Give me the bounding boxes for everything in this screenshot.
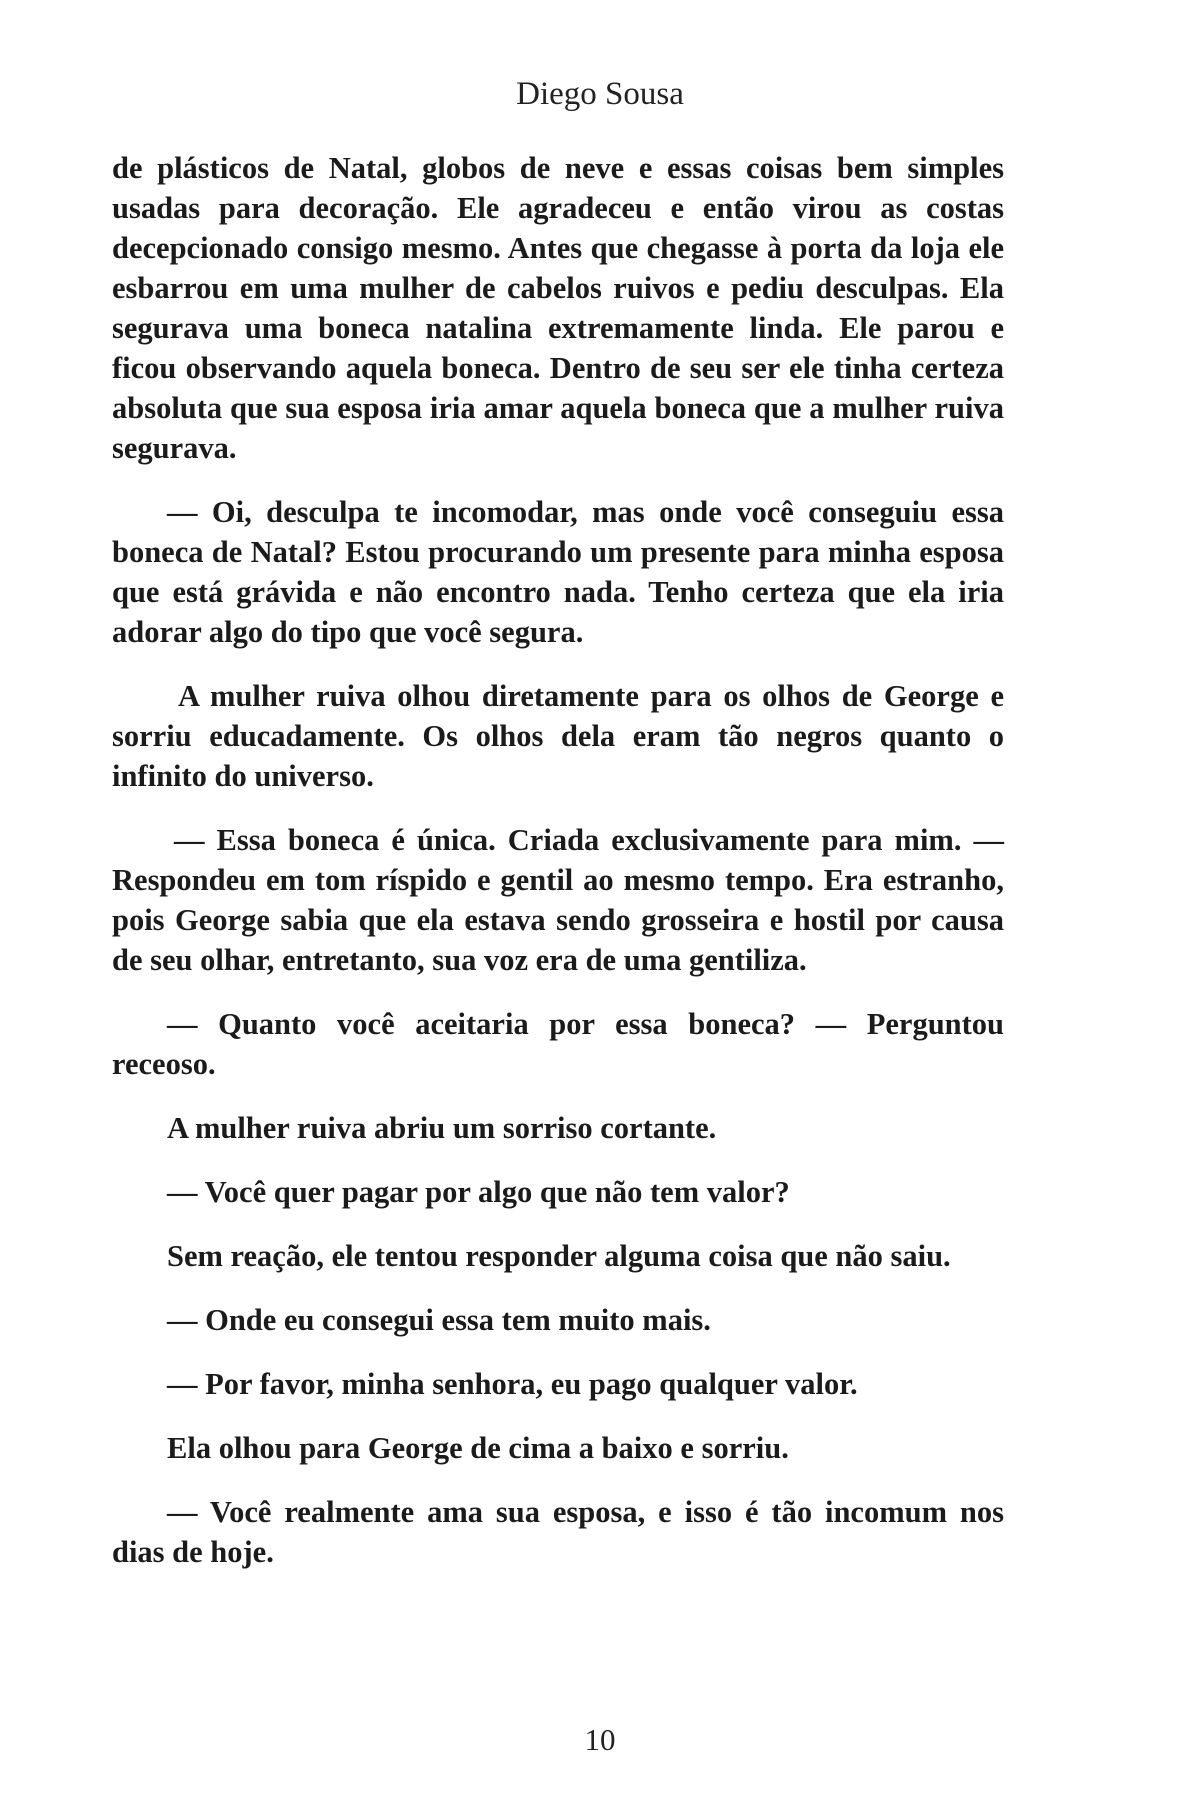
running-header-author: Diego Sousa [516, 76, 684, 112]
paragraph-5: — Quanto você aceitaria por essa boneca? — Perguntou receoso. [112, 1007, 1004, 1081]
paragraph-7: — Você quer pagar por algo que não tem valor? [167, 1175, 790, 1209]
paragraph-12: — Você realmente ama sua esposa, e isso é tão incomum nos dias de hoje. [112, 1495, 1004, 1569]
paragraph-6: A mulher ruiva abriu um sorriso cortante. [167, 1111, 717, 1145]
paragraph-4: — Essa boneca é única. Criada exclusivamente para mim. — Respondeu em tom ríspido e gentil ao mesmo tempo. Era estranho, pois George sabia que ela estava sendo grosseira e hostil por causa de seu olhar, entretanto, sua voz era de uma gentiliza. [112, 823, 1004, 977]
paragraph-11: Ela olhou para George de cima a baixo e sorriu. [167, 1431, 789, 1465]
paragraph-10: — Por favor, minha senhora, eu pago qualquer valor. [167, 1367, 858, 1401]
paragraph-8: Sem reação, ele tentou responder alguma coisa que não saiu. [167, 1239, 951, 1273]
paragraph-2: — Oi, desculpa te incomodar, mas onde você conseguiu essa boneca de Natal? Estou procurando um presente para minha esposa que está grávida e não encontro nada. Tenho certeza que ela iria adorar algo do tipo que você segura. [112, 495, 1004, 649]
page-body [112, 148, 1004, 1596]
paragraph-9: — Onde eu consegui essa tem muito mais. [167, 1303, 711, 1337]
paragraph-1: de plásticos de Natal, globos de neve e essas coisas bem simples usadas para decoração. Ele agradeceu e então virou as costas decepcionado consigo mesmo. Antes que chegasse à porta da loja ele esbarrou em uma mulher de cabelos ruivos e pediu desculpas. Ela segurava uma boneca natalina extremamente linda. Ele parou e ficou observando aquela boneca. Dentro de seu ser ele tinha certeza absoluta que sua esposa iria amar aquela boneca que a mulher ruiva segurava. [112, 151, 1004, 465]
paragraph-3: A mulher ruiva olhou diretamente para os olhos de George e sorriu educadamente. Os olhos dela eram tão negros quanto o infinito do universo. [112, 679, 1004, 793]
page-number: 10 [584, 1722, 616, 1757]
